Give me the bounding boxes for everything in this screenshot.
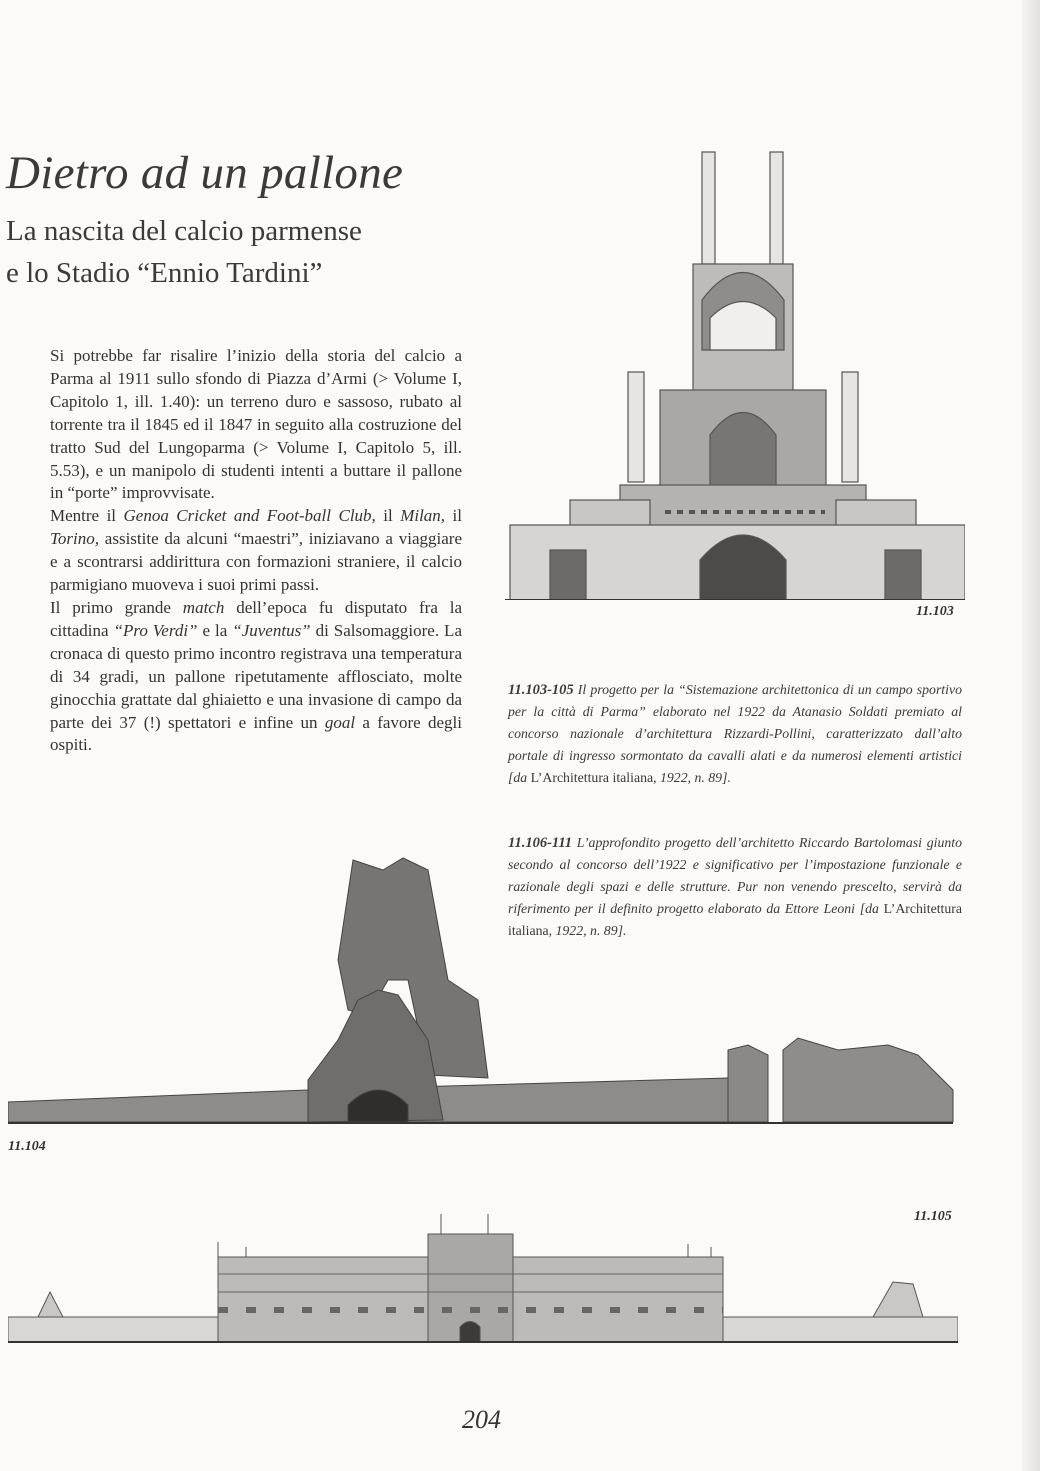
body-text: [50, 345, 462, 757]
figure-11-104-stadium-perspective: [8, 840, 958, 1130]
chapter-subtitle-line2: e lo Stadio “Ennio Tardini”: [6, 257, 323, 289]
figure-label-11-104: 11.104: [8, 1139, 46, 1154]
paragraph-2: Mentre il Genoa Cricket and Foot-ball Club, il Milan, il Torino, assistite da alcuni “maestri”, iniziavano a viaggiare e a scontrarsi addirittura con formazioni straniere, il calcio parmigiano muoveva i suoi primi passi.: [50, 506, 462, 595]
page-number: 204: [462, 1405, 501, 1434]
figure-label-11-105: 11.105: [914, 1209, 952, 1224]
paragraph-3: Il primo grande match dell’epoca fu disputato fra la cittadina “Pro Verdi” e la “Juventus” di Salsomaggiore. La cronaca di questo primo incontro registrava una temperatura di 34 gradi, un pallone ripetutamente afflosciato, molte ginocchia grattate dal ghiaietto e una invasione di campo da parte dei 37 (!) spettatori e infine un goal a favore degli ospiti.: [50, 597, 463, 755]
caption-11-103-105: 11.103-105 Il progetto per la “Sistemazione architettonica di un campo sportivo per la città di Parma” elaborato nel 1922 da Atanasio Soldati premiato al concorso nazionale d’architettura Rizzardi-Pollini, caratterizzato dall’alto portale di ingresso sormontato da cavalli alati e da numerosi elementi artistici [da L’Architettura italiana, 1922, n. 89].: [508, 682, 962, 785]
caption-11-106-111: 11.106-111 L’approfondito progetto dell’architetto Riccardo Bartolomasi giunto secondo al concorso dell’1922 e significativo per l’impostazione funzionale e razionale degli spazi e delle strutture. Pur non venendo prescelto, servirà da riferimento per il definito progetto elaborato da Ettore Leoni [da L’Architettura italiana, 1922, n. 89].: [508, 835, 962, 938]
chapter-subtitle-line1: La nascita del calcio parmense: [6, 215, 362, 247]
figure-11-103-portal-elevation: [505, 150, 965, 600]
figure-label-11-103: 11.103: [916, 604, 954, 619]
chapter-title: Dietro ad un pallone: [6, 147, 404, 199]
paragraph-1: Si potrebbe far risalire l’inizio della storia del calcio a Parma al 1911 sullo sfondo di Piazza d’Armi (> Volume I, Capitolo 1, ill. 1.40): un terreno duro e sassoso, rubato al torrente tra il 1845 ed il 1847 in seguito alla costruzione del tratto Sud del Lungoparma (> Volume I, Capitolo 5, ill. 5.53), e un manipolo di studenti intenti a buttare il pallone in “porte” improvvisate.: [50, 346, 462, 503]
page-edge-shadow: [1022, 0, 1040, 1471]
figure-11-105-stand-elevation: [8, 1212, 958, 1347]
